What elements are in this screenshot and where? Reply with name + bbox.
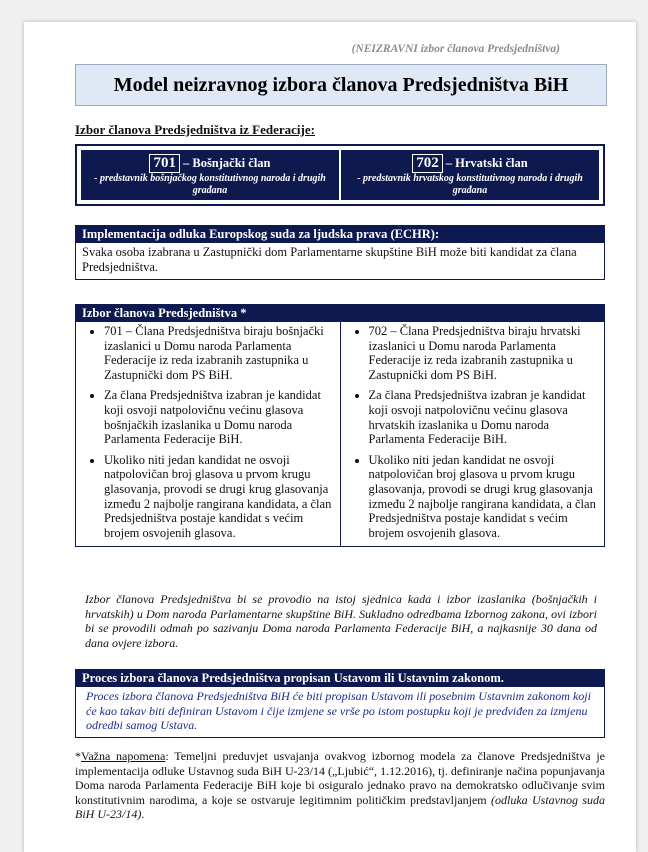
constitution-box [75,669,605,738]
page-title: Model neizravnog izbora članova Predsjedništva BiH [113,73,569,96]
member-subtitle: - predstavnik hrvatskog konstitutivnog naroda i drugih građana [357,172,583,196]
constitution-body: Proces izbora članova Predsjedništva BiH će biti propisan Ustavom ili posebnim Ustavnim zakonom koji će kao takav biti definiran Ustavom i čije izmjene se vrše po istom postupku koji je predviđen za izmjenu odredbi samog Ustava. [86,689,591,733]
document-page [24,22,636,852]
election-column-right [340,322,605,546]
echr-box [75,225,605,280]
note-end: . [141,807,145,822]
election-column-left [76,322,340,546]
note-star: * [75,749,81,763]
title-box [75,64,607,106]
corner-label: (NEIZRAVNI izbor članova Predsjedništva) [351,43,560,55]
constitution-heading: Proces izbora članova Predsjedništva propisan Ustavom ili Ustavnim zakonom. [76,670,604,687]
election-box [75,304,605,547]
member-subtitle: - predstavnik bošnjačkog konstitutivnog naroda i drugih građana [94,172,326,196]
list-item: • Ukoliko niti jedan kandidat ne osvoji natpolovičan broj glasova u prvom krugu glasovanja, provodi se drugi krug glasovanja između 2 najbolje rangirana kandidata, a član Predsjedništva postaje kandidat s većim brojem osvojenih glasova. [369,453,599,541]
member-name: – Hrvatski član [445,155,528,170]
list-item: • 702 – Člana Predsjedništva biraju hrvatski izaslanici u Domu naroda Parlamenta Federacije iz reda izabranih zastupnika u Zastupnički dom PS BiH. [369,324,599,382]
note-label: Važna napomena [81,749,166,763]
note-text: : Temeljni preduvjet usvajanja ovakvog izbornog modela za članove Predsjedništva je implementacija odluke Ustavnog suda BiH U-23/14 („Ljubić“, 1.12.2016), tj. definiranje načina popunjavanja Doma naroda Parlamenta Federacije BiH koje bi osiguralo jednako pravo na demokratsko odlučivanje svim konstitutivnim narodima, a koje se ostvaruje legitimnim političkim predstavljanjem [75,749,605,807]
federation-heading: Izbor članova Predsjedništva iz Federacije: [75,122,315,137]
echr-heading: Implementacija odluka Europskog suda za ljudska prava (ECHR): [76,226,604,243]
echr-body: Svaka osoba izabrana u Zastupnički dom Parlamentarne skupštine BiH može biti kandidat za člana Predsjedništva. [82,245,577,274]
member-number: 701 [149,154,180,173]
member-702 [340,149,600,201]
election-heading: Izbor članova Predsjedništva * [76,305,604,322]
member-name: – Bošnjački član [182,155,271,170]
member-701 [80,149,340,201]
member-number: 702 [412,154,443,173]
list-item: • Ukoliko niti jedan kandidat ne osvoji natpolovičan broj glasova u prvom krugu glasovanja, provodi se drugi krug glasovanja između 2 najbolje rangirana kandidata, a član Predsjedništva postaje kandidat s većim brojem osvojenih glasova. [104,453,334,541]
note-citation: (odluka Ustavnog suda BiH U-23/14) [75,792,605,822]
timing-note: Izbor članova Predsjedništva bi se provodio na istoj sjednica kada i izbor izaslanika (bošnjačkih i hrvatskih) u Dom naroda Parlamentarne skupštine BiH. Sukladno odredbama Izbornog zakona, ovi izbori bi se provodili odmah po sazivanju Doma naroda Parlamenta Federacije BiH, a najkasnije 30 dana od dana ovjere izbora. [85,592,597,650]
members-box [75,144,605,206]
list-item: • Za člana Predsjedništva izabran je kandidat koji osvoji natpolovičnu većinu glasova hrvatskih izaslanika u Domu naroda Parlamenta Federacije BiH. [369,388,599,446]
list-item: • Za člana Predsjedništva izabran je kandidat koji osvoji natpolovičnu većinu glasova bošnjačkih izaslanika u Domu naroda Parlamenta Federacije BiH. [104,388,334,446]
list-item: • 701 – Člana Predsjedništva biraju bošnjački izaslanici u Domu naroda Parlamenta Federacije iz reda izabranih zastupnika u Zastupnički dom PS BiH. [104,324,334,382]
important-note [75,749,605,822]
